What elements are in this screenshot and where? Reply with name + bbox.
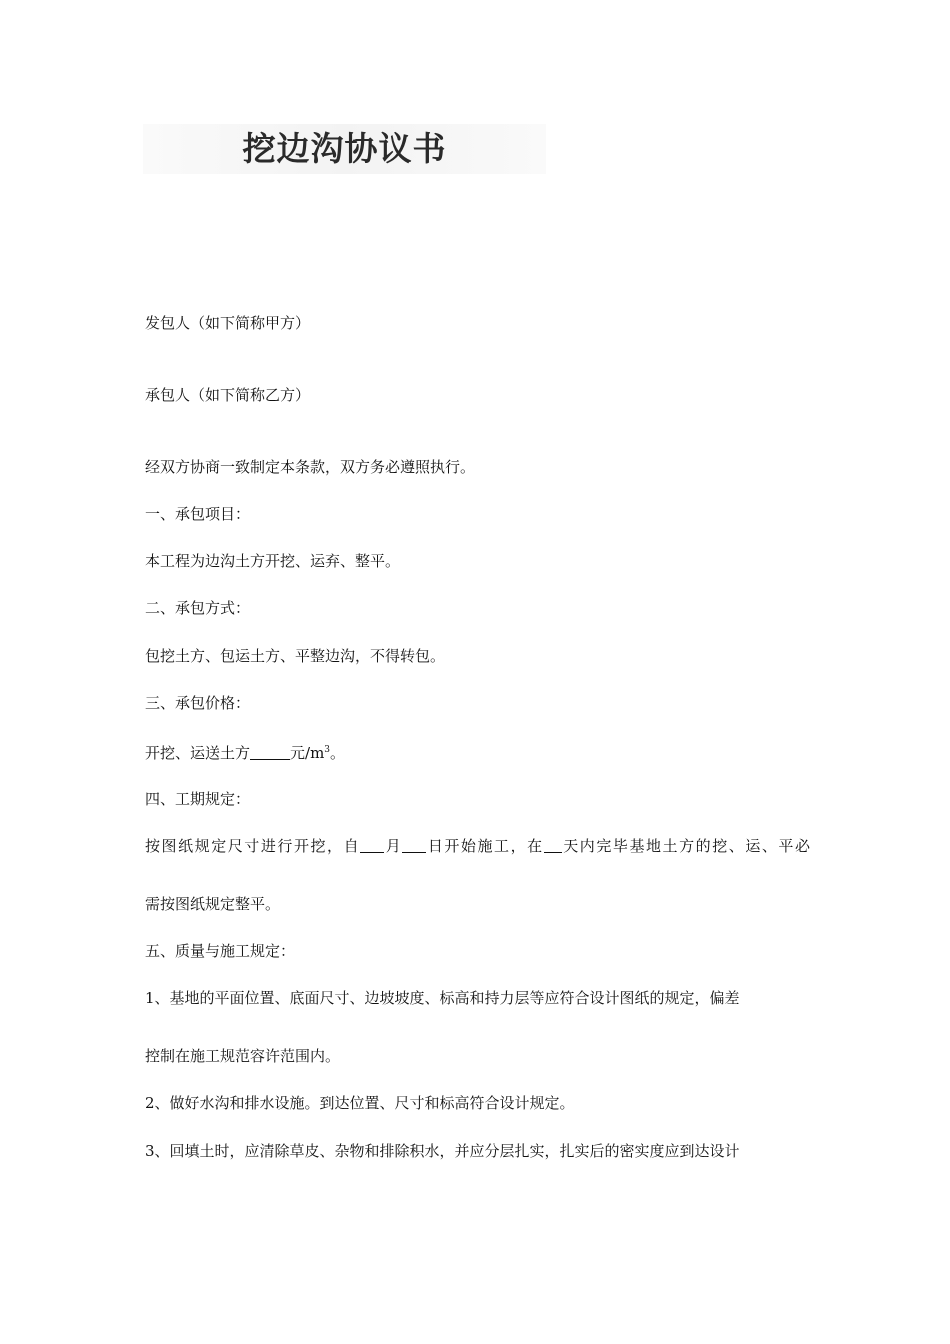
section-2-body: 包挖土方、包运土方、平整边沟，不得转包。: [145, 647, 446, 665]
section-5-item1-line2: 控制在施工规范容许范围内。: [145, 1047, 341, 1065]
section-2-heading: 二、承包方式：: [145, 599, 251, 617]
days-blank: [544, 836, 562, 853]
section-4-body-line1: 按图纸规定尺寸进行开挖，自 月 日开始施工，在 天内完毕基地土方的挖、运、平必: [145, 837, 810, 855]
price-blank: [250, 743, 290, 760]
section-4-heading: 四、工期规定：: [145, 790, 251, 808]
section-5-item2: 2、做好水沟和排水设施。到达位置、尺寸和标高符合设计规定。: [145, 1094, 575, 1112]
section-3-heading: 三、承包价格：: [145, 694, 251, 712]
section-5-item1-line1: 1、基地的平面位置、底面尺寸、边坡坡度、标高和持力层等应符合设计图纸的规定，偏差: [145, 989, 740, 1007]
section-1-body: 本工程为边沟土方开挖、运弃、整平。: [145, 552, 401, 570]
section-4-body-line2: 需按图纸规定整平。: [145, 895, 281, 913]
section-5-heading: 五、质量与施工规定：: [145, 942, 296, 960]
section-5-item3-line1: 3、回填土时，应清除草皮、杂物和排除积水，并应分层扎实，扎实后的密实度应到达设计: [145, 1142, 740, 1160]
intro-paragraph: 经双方协商一致制定本条款，双方务必遵照执行。: [145, 458, 476, 476]
section-3-body: 开挖、运送土方 元$/m^3$。: [145, 744, 346, 762]
day-blank: [402, 836, 426, 853]
party-b-line: 承包人（如下简称乙方）: [145, 386, 311, 404]
party-a-line: 发包人（如下简称甲方）: [145, 314, 311, 332]
section-1-heading: 一、承包项目：: [145, 505, 251, 523]
document-title: 挖边沟协议书: [242, 129, 447, 168]
month-blank: [360, 836, 384, 853]
